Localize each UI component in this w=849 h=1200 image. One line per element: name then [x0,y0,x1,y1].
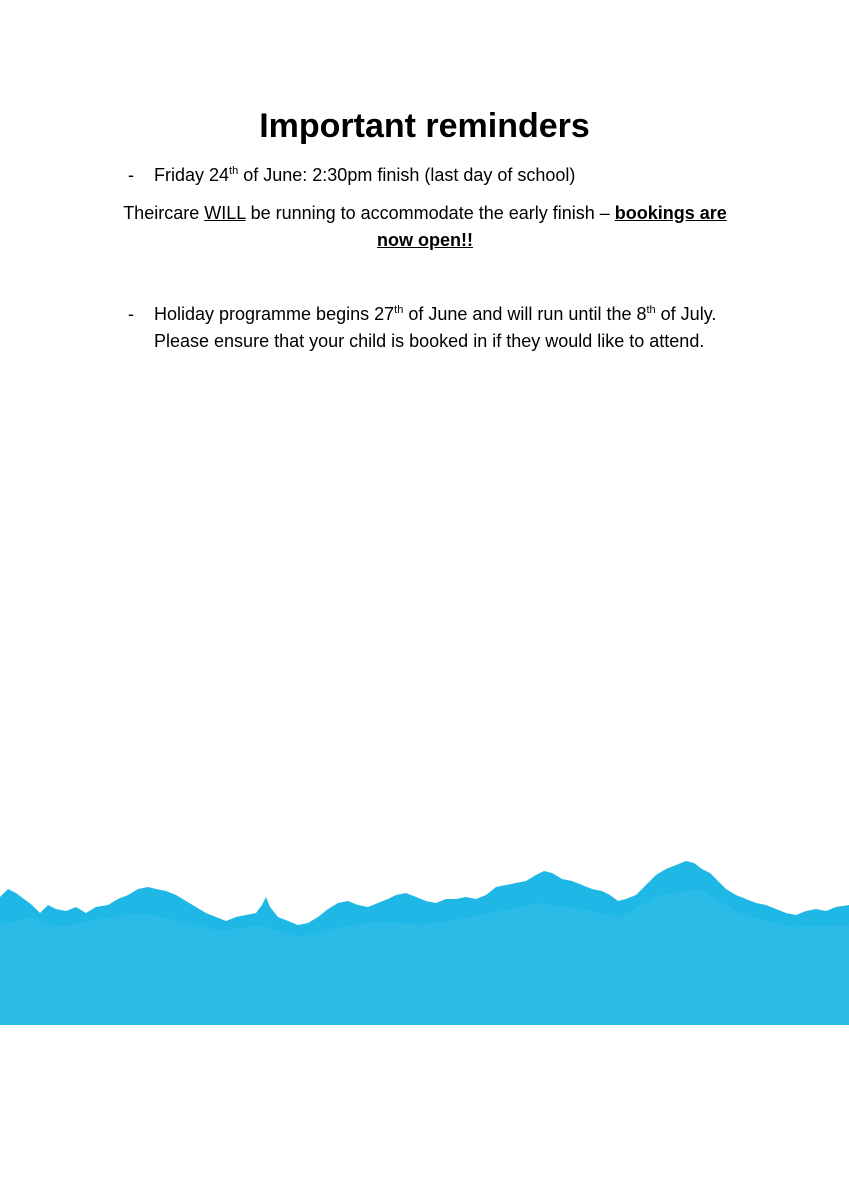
note-text: Theircare [123,203,205,223]
ordinal-suffix: th [646,304,656,316]
bookings-open-text: bookings are [614,203,727,223]
holiday-text: of June and will run until the 8 [403,304,647,324]
ordinal-suffix: th [229,165,239,177]
reminder-detail: of June: 2:30pm finish (last day of school) [238,165,576,185]
bookings-open-text-2: now open!! [377,230,473,250]
reminder-last-day [154,162,575,189]
theircare-note [110,200,740,254]
note-text-middle: be running to accommodate the early finish – [245,203,615,223]
reminder-date: Friday 24 [154,165,230,185]
holiday-text: Holiday programme begins 27 [154,304,395,324]
note-emphasis: WILL [204,203,246,223]
reminder-holiday-programme [154,301,716,328]
bullet-marker: - [128,304,134,324]
ordinal-suffix: th [394,304,404,316]
page-title: Important reminders [259,107,590,145]
bullet-marker: - [128,165,134,185]
holiday-booking-reminder: Please ensure that your child is booked in if they would like to attend. [154,331,705,351]
torn-paper-edge-graphic [0,855,849,1025]
holiday-text: of July. [655,304,717,324]
